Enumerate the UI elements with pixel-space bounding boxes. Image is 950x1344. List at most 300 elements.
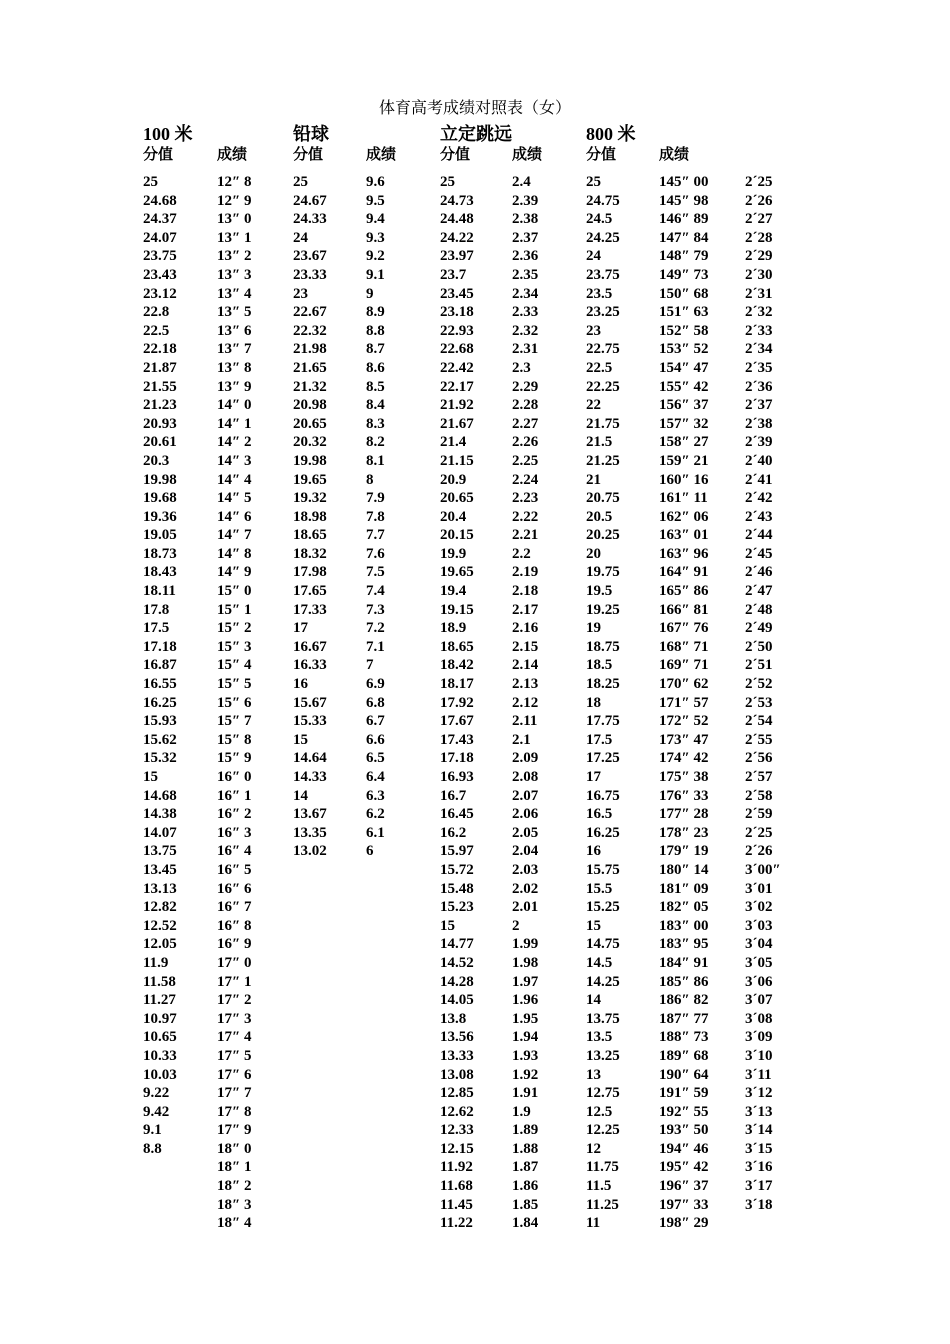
table-cell: 18.75	[586, 638, 620, 655]
table-cell: 17″ 3	[217, 1010, 252, 1027]
table-cell: 16″ 3	[217, 824, 252, 841]
table-cell: 1.88	[512, 1140, 539, 1157]
table-cell: 194″ 46	[659, 1140, 709, 1157]
table-cell: 7.8	[366, 508, 385, 525]
table-cell: 13″ 3	[217, 266, 252, 283]
table-cell: 23.18	[440, 304, 474, 321]
table-cell: 14″ 1	[217, 415, 252, 432]
table-cell: 15″ 4	[217, 657, 252, 674]
header-100m-result: 成绩	[217, 147, 248, 163]
table-cell: 3´13	[745, 1103, 773, 1120]
table-cell: 18	[586, 694, 601, 711]
table-cell: 20	[586, 545, 601, 562]
table-cell: 16.25	[586, 824, 620, 841]
table-cell: 14″ 0	[217, 397, 252, 414]
table-cell: 1.98	[512, 954, 539, 971]
table-cell: 13	[586, 1066, 601, 1083]
table-cell: 2´49	[745, 620, 773, 637]
table-cell: 17.98	[293, 564, 327, 581]
table-cell: 161″ 11	[659, 490, 708, 507]
table-cell: 19.65	[293, 471, 327, 488]
table-cell: 2´48	[745, 601, 773, 618]
table-cell: 20.32	[293, 434, 327, 451]
table-cell: 15″ 6	[217, 694, 252, 711]
table-cell: 10.33	[143, 1047, 177, 1064]
table-cell: 18.17	[440, 676, 474, 693]
table-cell: 13.56	[440, 1029, 474, 1046]
table-cell: 25	[440, 174, 455, 190]
table-cell: 24.5	[586, 211, 613, 228]
table-cell: 2´33	[745, 322, 773, 339]
table-cell: 13″ 7	[217, 341, 252, 358]
table-cell: 18.65	[440, 638, 474, 655]
table-cell: 8.7	[366, 341, 385, 358]
table-cell: 2´43	[745, 508, 773, 525]
table-cell: 21.98	[293, 341, 327, 358]
table-cell: 24.67	[293, 192, 327, 209]
table-cell: 14″ 9	[217, 564, 252, 581]
table-cell: 2.28	[512, 397, 539, 414]
table-cell: 15.25	[586, 899, 620, 916]
table-cell: 1.94	[512, 1029, 539, 1046]
table-cell: 13.75	[143, 843, 177, 860]
table-cell: 22.18	[143, 341, 177, 358]
table-cell: 183″ 95	[659, 936, 709, 953]
table-cell: 22.5	[143, 322, 170, 339]
table-cell: 2.37	[512, 229, 539, 246]
table-cell: 2´27	[745, 211, 773, 228]
table-cell: 14.25	[586, 973, 620, 990]
column-800m-scores	[586, 173, 620, 1233]
table-cell: 151″ 63	[659, 304, 709, 321]
table-cell: 22.5	[586, 359, 613, 376]
table-cell: 24.37	[143, 211, 177, 228]
table-cell: 22.8	[143, 304, 170, 321]
table-cell: 14.77	[440, 936, 474, 953]
table-cell: 14	[293, 787, 308, 804]
table-cell: 18.43	[143, 564, 177, 581]
header-800m-score: 分值	[586, 147, 617, 163]
table-cell: 16	[293, 676, 308, 693]
table-cell: 2.13	[512, 676, 539, 693]
table-cell: 12.15	[440, 1140, 474, 1157]
table-cell: 24.75	[586, 192, 620, 209]
table-cell: 13″ 1	[217, 229, 252, 246]
table-cell: 188″ 73	[659, 1029, 709, 1046]
table-cell: 8.4	[366, 397, 385, 414]
table-cell: 16	[586, 843, 601, 860]
table-cell: 16.67	[293, 638, 327, 655]
table-cell: 2´29	[745, 248, 773, 265]
table-cell: 2.22	[512, 508, 539, 525]
column-long-jump-scores	[440, 173, 474, 1233]
table-cell: 11.5	[586, 1178, 612, 1195]
table-cell: 147″ 84	[659, 229, 709, 246]
table-cell: 2.19	[512, 564, 539, 581]
table-cell: 8.2	[366, 434, 385, 451]
table-cell: 19	[586, 620, 601, 637]
table-cell: 2´34	[745, 341, 773, 358]
table-cell: 2.05	[512, 824, 539, 841]
table-cell: 2.26	[512, 434, 539, 451]
table-cell: 158″ 27	[659, 434, 709, 451]
table-cell: 18.65	[293, 527, 327, 544]
column-100m-results	[217, 173, 252, 1233]
table-cell: 2´36	[745, 378, 773, 395]
table-cell: 2.38	[512, 211, 539, 228]
table-cell: 198″ 29	[659, 1215, 709, 1232]
table-cell: 2.02	[512, 880, 539, 897]
table-cell: 2´58	[745, 787, 773, 804]
table-cell: 173″ 47	[659, 731, 709, 748]
table-cell: 24.33	[293, 211, 327, 228]
table-cell: 3´09	[745, 1029, 773, 1046]
table-cell: 148″ 79	[659, 248, 709, 265]
table-cell: 20.4	[440, 508, 467, 525]
table-cell: 163″ 01	[659, 527, 709, 544]
table-cell: 1.95	[512, 1010, 539, 1027]
table-cell: 18.32	[293, 545, 327, 562]
table-cell: 17.67	[440, 713, 474, 730]
table-cell: 2´45	[745, 545, 773, 562]
table-cell: 14.68	[143, 787, 177, 804]
table-cell: 22.68	[440, 341, 474, 358]
section-title-800m: 800 米	[586, 124, 636, 144]
table-cell: 19.36	[143, 508, 177, 525]
table-cell: 16″ 0	[217, 769, 252, 785]
table-cell: 1.92	[512, 1066, 539, 1083]
table-cell: 22.67	[293, 304, 327, 321]
table-cell: 154″ 47	[659, 359, 709, 376]
table-cell: 7.3	[366, 601, 385, 618]
table-cell: 17″ 6	[217, 1066, 252, 1083]
table-cell: 20.65	[293, 415, 327, 432]
table-cell: 16″ 7	[217, 899, 252, 916]
table-cell: 19.4	[440, 583, 467, 600]
table-cell: 24.48	[440, 211, 474, 228]
table-cell: 3´18	[745, 1196, 773, 1213]
table-cell: 13.33	[440, 1047, 474, 1064]
table-cell: 2´35	[745, 359, 773, 376]
table-cell: 20.3	[143, 452, 170, 469]
table-cell: 20.98	[293, 397, 327, 414]
table-cell: 1.93	[512, 1047, 539, 1064]
table-cell: 21.65	[293, 359, 327, 376]
table-cell: 6.5	[366, 750, 385, 767]
table-cell: 187″ 77	[659, 1010, 709, 1027]
table-cell: 3´06	[745, 973, 773, 990]
table-cell: 2.04	[512, 843, 539, 860]
table-cell: 175″ 38	[659, 769, 709, 785]
table-cell: 13.08	[440, 1066, 474, 1083]
table-cell: 3´04	[745, 936, 773, 953]
table-cell: 168″ 71	[659, 638, 709, 655]
table-cell: 15″ 2	[217, 620, 252, 637]
table-cell: 1.87	[512, 1159, 539, 1176]
table-cell: 23.7	[440, 266, 467, 283]
table-cell: 2.01	[512, 899, 539, 916]
column-800m-minutes	[745, 173, 781, 1214]
table-cell: 20.15	[440, 527, 474, 544]
table-cell: 14″ 5	[217, 490, 252, 507]
table-cell: 155″ 42	[659, 378, 709, 395]
table-cell: 15.23	[440, 899, 474, 916]
table-cell: 10.65	[143, 1029, 177, 1046]
table-cell: 23.45	[440, 285, 474, 302]
table-cell: 16.2	[440, 824, 467, 841]
table-cell: 14″ 4	[217, 471, 252, 488]
table-cell: 13.8	[440, 1010, 467, 1027]
table-cell: 17.92	[440, 694, 474, 711]
table-cell: 2.16	[512, 620, 539, 637]
table-cell: 3´16	[745, 1159, 773, 1176]
table-cell: 15.33	[293, 713, 327, 730]
table-cell: 21.92	[440, 397, 474, 414]
table-cell: 6.3	[366, 787, 385, 804]
table-cell: 21.32	[293, 378, 327, 395]
table-cell: 157″ 32	[659, 415, 709, 432]
table-cell: 196″ 37	[659, 1178, 709, 1195]
table-cell: 174″ 42	[659, 750, 709, 767]
table-cell: 149″ 73	[659, 266, 709, 283]
table-cell: 7.9	[366, 490, 385, 507]
table-cell: 2.4	[512, 174, 531, 190]
table-cell: 16″ 4	[217, 843, 252, 860]
table-cell: 21.5	[586, 434, 613, 451]
table-cell: 8.1	[366, 452, 385, 469]
table-cell: 2.12	[512, 694, 539, 711]
section-title-100m: 100 米	[143, 124, 193, 144]
table-cell: 15″ 3	[217, 638, 252, 655]
table-cell: 17.18	[143, 638, 177, 655]
table-cell: 2.14	[512, 657, 539, 674]
table-cell: 13.75	[586, 1010, 620, 1027]
table-cell: 14″ 7	[217, 527, 252, 544]
table-cell: 17″ 0	[217, 954, 252, 971]
table-cell: 23.5	[586, 285, 613, 302]
table-cell: 25	[586, 174, 601, 190]
table-cell: 12″ 9	[217, 192, 252, 209]
table-cell: 19.98	[143, 471, 177, 488]
table-cell: 190″ 64	[659, 1066, 709, 1083]
column-800m-results	[659, 173, 709, 1233]
table-cell: 22.42	[440, 359, 474, 376]
table-cell: 2.23	[512, 490, 539, 507]
table-cell: 7.5	[366, 564, 385, 581]
table-cell: 7.4	[366, 583, 385, 600]
table-cell: 14.38	[143, 806, 177, 823]
table-cell: 12.5	[586, 1103, 613, 1120]
table-cell: 11.22	[440, 1215, 473, 1232]
table-cell: 15.97	[440, 843, 474, 860]
table-cell: 169″ 71	[659, 657, 709, 674]
table-cell: 2´25	[745, 824, 773, 841]
table-cell: 21.4	[440, 434, 467, 451]
table-cell: 14″ 8	[217, 545, 252, 562]
table-cell: 17	[293, 620, 308, 637]
table-cell: 2.17	[512, 601, 539, 618]
table-cell: 7.1	[366, 638, 385, 655]
table-cell: 1.84	[512, 1215, 539, 1232]
table-cell: 16.5	[586, 806, 613, 823]
table-cell: 2.2	[512, 545, 531, 562]
table-cell: 8.6	[366, 359, 385, 376]
table-cell: 12.62	[440, 1103, 474, 1120]
table-cell: 13.5	[586, 1029, 613, 1046]
table-cell: 13.35	[293, 824, 327, 841]
table-cell: 13″ 4	[217, 285, 252, 302]
table-cell: 16″ 5	[217, 861, 252, 878]
table-cell: 2.11	[512, 713, 538, 730]
column-100m-scores	[143, 173, 177, 1158]
table-cell: 22.93	[440, 322, 474, 339]
header-long-jump-result: 成绩	[512, 147, 543, 163]
table-cell: 15″ 7	[217, 713, 252, 730]
table-cell: 21.23	[143, 397, 177, 414]
table-cell: 11.68	[440, 1178, 473, 1195]
table-cell: 18.11	[143, 583, 176, 600]
table-cell: 14.64	[293, 750, 327, 767]
table-cell: 13″ 5	[217, 304, 252, 321]
table-cell: 2´42	[745, 490, 773, 507]
table-cell: 8.5	[366, 378, 385, 395]
table-cell: 18″ 0	[217, 1140, 252, 1157]
table-cell: 9.3	[366, 229, 385, 246]
table-cell: 18.9	[440, 620, 467, 637]
table-cell: 2.09	[512, 750, 539, 767]
table-cell: 14.33	[293, 769, 327, 785]
table-cell: 2.21	[512, 527, 539, 544]
section-title-shotput: 铅球	[293, 124, 329, 144]
table-cell: 2´47	[745, 583, 773, 600]
table-cell: 13.02	[293, 843, 327, 860]
table-cell: 22.75	[586, 341, 620, 358]
table-cell: 2´51	[745, 657, 773, 674]
table-cell: 24.25	[586, 229, 620, 246]
table-cell: 15″ 0	[217, 583, 252, 600]
table-cell: 16″ 9	[217, 936, 252, 953]
table-cell: 21.75	[586, 415, 620, 432]
table-cell: 3´08	[745, 1010, 773, 1027]
table-cell: 2.06	[512, 806, 539, 823]
table-cell: 20.93	[143, 415, 177, 432]
table-cell: 7.6	[366, 545, 385, 562]
table-cell: 178″ 23	[659, 824, 709, 841]
table-cell: 24.22	[440, 229, 474, 246]
table-cell: 17.43	[440, 731, 474, 748]
table-cell: 2.27	[512, 415, 539, 432]
header-long-jump-score: 分值	[440, 147, 471, 163]
table-cell: 15.32	[143, 750, 177, 767]
section-title-long-jump: 立定跳远	[440, 124, 512, 144]
table-cell: 23	[586, 322, 601, 339]
table-cell: 16.55	[143, 676, 177, 693]
table-cell: 13.13	[143, 880, 177, 897]
column-long-jump-results	[512, 173, 538, 1233]
table-cell: 7.7	[366, 527, 385, 544]
table-cell: 2.35	[512, 266, 539, 283]
table-cell: 21.67	[440, 415, 474, 432]
table-cell: 10.97	[143, 1010, 177, 1027]
table-cell: 20.61	[143, 434, 177, 451]
table-cell: 17.33	[293, 601, 327, 618]
table-cell: 23.25	[586, 304, 620, 321]
table-cell: 12.25	[586, 1122, 620, 1139]
table-cell: 17″ 5	[217, 1047, 252, 1064]
table-cell: 13.67	[293, 806, 327, 823]
table-cell: 11.9	[143, 954, 169, 971]
table-cell: 25	[143, 174, 158, 190]
table-cell: 22.17	[440, 378, 474, 395]
table-cell: 2´25	[745, 174, 773, 190]
table-cell: 9.6	[366, 174, 385, 190]
table-cell: 17″ 8	[217, 1103, 252, 1120]
table-cell: 16.75	[586, 787, 620, 804]
table-cell: 2´31	[745, 285, 773, 302]
table-cell: 1.97	[512, 973, 539, 990]
table-cell: 21.55	[143, 378, 177, 395]
table-cell: 19.68	[143, 490, 177, 507]
table-cell: 9.2	[366, 248, 385, 265]
table-cell: 12.75	[586, 1085, 620, 1102]
column-shotput-results	[366, 173, 385, 861]
table-cell: 12.05	[143, 936, 177, 953]
table-cell: 3´11	[745, 1066, 772, 1083]
table-cell: 2´26	[745, 192, 773, 209]
table-cell: 8.8	[143, 1140, 162, 1157]
table-cell: 9	[366, 285, 374, 302]
table-cell: 13.45	[143, 861, 177, 878]
table-cell: 2´30	[745, 266, 773, 283]
table-cell: 150″ 68	[659, 285, 709, 302]
table-cell: 19.25	[586, 601, 620, 618]
table-cell: 172″ 52	[659, 713, 709, 730]
table-cell: 9.1	[143, 1122, 162, 1139]
table-cell: 24.68	[143, 192, 177, 209]
table-cell: 12″ 8	[217, 174, 252, 190]
table-cell: 14.5	[586, 954, 613, 971]
table-cell: 24.07	[143, 229, 177, 246]
table-cell: 1.96	[512, 992, 539, 1009]
table-cell: 18″ 3	[217, 1196, 252, 1213]
table-cell: 1.85	[512, 1196, 539, 1213]
table-cell: 18.42	[440, 657, 474, 674]
table-cell: 20.75	[586, 490, 620, 507]
table-cell: 16″ 1	[217, 787, 252, 804]
table-cell: 23.33	[293, 266, 327, 283]
table-cell: 23	[293, 285, 308, 302]
table-cell: 2.24	[512, 471, 539, 488]
table-cell: 3´00″	[745, 861, 781, 878]
table-cell: 22.25	[586, 378, 620, 395]
table-cell: 11.27	[143, 992, 176, 1009]
table-cell: 145″ 98	[659, 192, 709, 209]
table-cell: 191″ 59	[659, 1085, 709, 1102]
table-cell: 165″ 86	[659, 583, 709, 600]
table-cell: 16.7	[440, 787, 467, 804]
table-cell: 181″ 09	[659, 880, 709, 897]
table-cell: 21	[586, 471, 601, 488]
table-cell: 15″ 5	[217, 676, 252, 693]
table-cell: 20.5	[586, 508, 613, 525]
table-cell: 17″ 9	[217, 1122, 252, 1139]
table-cell: 3´07	[745, 992, 773, 1009]
header-shotput-result: 成绩	[366, 147, 397, 163]
table-cell: 19.15	[440, 601, 474, 618]
table-cell: 3´14	[745, 1122, 773, 1139]
table-cell: 17.65	[293, 583, 327, 600]
table-cell: 11.45	[440, 1196, 473, 1213]
